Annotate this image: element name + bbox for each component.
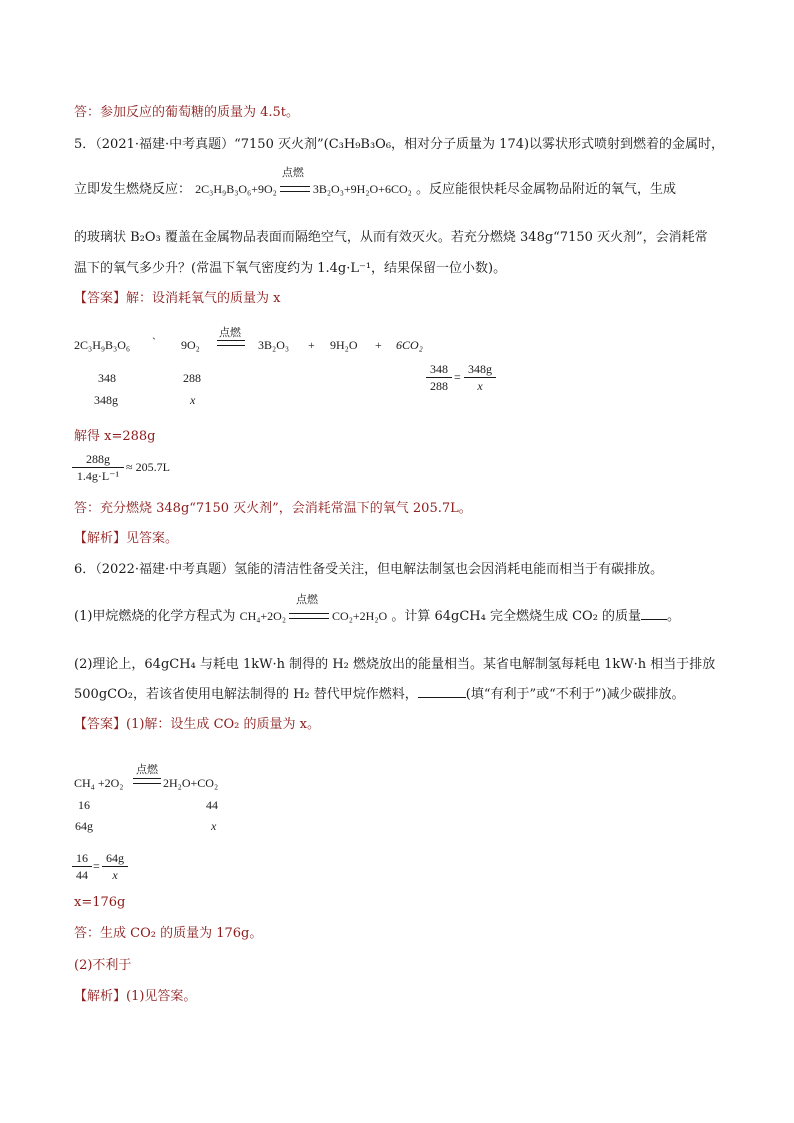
q6-part1-eq-condition: 点燃 [296,594,319,606]
q6-ratio-bottom-left: 44 [76,868,88,882]
q5-final-answer: 答：充分燃烧 348g“7150 灭火剂”，会消耗常温下的氧气 205.7L。 [74,501,472,516]
q6-mr1: 16 [78,798,90,812]
q6-analysis-tag: 【解析】 [74,989,127,1004]
q5-eq-product3: 6CO₂ [396,338,423,352]
q6-ratio-top-right: 64g [102,850,128,867]
q6-eq-left: CH₄ +2O₂ [74,776,124,790]
q5-stem-eq-left: 2C₃H₉B₃O₆+9O₂ [195,182,277,196]
q5-ratio-top-right: 348g [464,361,496,378]
q5-solve: 解得 x=288g [74,429,156,444]
q6-analysis-text: (1)见答案。 [126,989,197,1004]
q6-part1-b: 。计算 64gCH₄ 完全燃烧生成 CO₂ 的质量 [391,609,642,624]
q5-eq-reactant2: 9O₂ [181,338,200,352]
q6-part1-eq-right: CO₂+2H₂O [332,609,388,623]
q5-mass2: x [190,393,196,407]
q6-part1-blank[interactable] [641,619,667,620]
q6-part2-line2-a: 500gCO₂，若该省使用电解法制得的 H₂ 替代甲烷作燃料， [74,687,418,702]
q5-mass1: 348g [94,393,118,407]
q6-final-answer: 答：生成 CO₂ 的质量为 176g。 [74,926,263,941]
q6-mr2: 44 [206,798,218,812]
q5-eq-condition: 点燃 [219,326,241,339]
q5-ratio-bottom-left: 288 [430,379,448,393]
q6-part2-blank[interactable] [418,697,466,698]
q5-stem-eq-condition: 点燃 [281,167,304,179]
q5-ratio-left [426,361,452,394]
q5-stem-eq-arrow [280,167,310,193]
q6-eq-right: 2H₂O+CO₂ [163,776,219,790]
q6-solve: x=176g [74,895,126,910]
q5-eq-tick: ` [152,335,156,349]
q5-stem-line2-a: 立即发生燃烧反应： [74,182,192,197]
q5-eq-plus1: + [308,338,315,352]
q6-eq-condition: 点燃 [136,763,158,776]
q5-stem-line2-b: 。反应能很快耗尽金属物品附近的氧气，生成 [415,182,676,197]
q6-mass1: 64g [75,819,93,833]
q6-part1-eq-arrow [289,594,329,620]
q5-stem-line2 [74,167,676,199]
q6-eq-double-line [133,778,161,784]
q6-part1-eq-left: CH₄+2O₂ [239,609,287,623]
q6-part1-a: (1)甲烷燃烧的化学方程式为 [74,609,236,624]
q6-part1-eq-double-line [289,613,329,619]
q6-stem: 6．（2022·福建·中考真题）氢能的清洁性备受关注，但电解法制氢也会因消耗电能而相当于有碳排放。 [74,562,664,577]
q5-answer-line [74,290,280,308]
q6-part1-c: 。 [667,609,681,624]
q5-stem-line3: 的玻璃状 B₂O₃ 覆盖在金属物品表面而隔绝空气，从而有效灭火。若充分燃烧 348g“7150 灭火剂”，会消耗常 [74,230,708,245]
q5-ratio-bottom-right: x [477,379,483,393]
q6-part1-equation [239,594,388,625]
q5-stem-equation [195,167,412,198]
q5-volume-bottom: 1.4g·L⁻¹ [76,469,120,483]
q5-ratio-equals: = [454,370,461,384]
q5-stem-line1: 5．（2021·福建·中考真题）“7150 灭火剂”(C₃H₉B₃O₆，相对分子质量为 174)以雾状形式喷射到燃着的金属时， [74,137,725,152]
q5-analysis-text: 见答案。 [126,531,179,546]
q5-volume-top: 288g [72,451,124,468]
q6-part2-line1: (2)理论上，64gCH₄ 与耗电 1kW·h 制得的 H₂ 燃烧放出的能量相当。某省电解制氢每耗电 1kW·h 相当于排放 [74,657,716,672]
q5-analysis-line [74,530,178,548]
q5-volume-fraction [72,451,124,484]
q6-ratio-left [72,850,92,883]
q4-final-answer: 答：参加反应的葡萄糖的质量为 4.5t。 [74,105,300,120]
q5-stem-eq-double-line [280,186,310,192]
q6-ratio-equals: = [93,859,100,873]
q5-stem-line4: 温下的氧气多少升？(常温下氧气密度约为 1.4g·L⁻¹，结果保留一位小数)。 [74,261,507,276]
q5-mr1: 348 [98,371,116,385]
q6-ratio-right [102,850,128,883]
q5-volume-result: ≈ 205.7L [126,460,170,474]
q6-mass2: x [211,819,217,833]
q5-eq-plus2: + [375,338,382,352]
q6-part2-line2-b: (填“有利于”或“不利于”)减少碳排放。 [465,687,685,702]
q5-answer-tag: 【答案】 [74,291,127,306]
q6-analysis-line [74,988,196,1006]
q5-ratio-top-left: 348 [426,361,452,378]
q5-eq-reactant1: 2C₃H₉B₃O₆ [74,338,131,352]
q5-analysis-tag: 【解析】 [74,531,127,546]
q5-eq-product2: 9H₂O [330,338,358,352]
q5-ratio-right [464,361,496,394]
q6-ratio-top-left: 16 [72,850,92,867]
q6-part2-line2 [74,686,685,704]
q5-answer-intro: 解：设消耗氧气的质量为 x [126,291,281,306]
q5-stem-eq-right: 3B₂O₃+9H₂O+6CO₂ [312,182,412,196]
q5-eq-product1: 3B₂O₃ [258,338,290,352]
q6-part2-answer: (2)不利于 [74,958,132,973]
q5-eq-double-line [217,340,245,346]
q6-part1 [74,594,681,626]
q6-answer-tag: 【答案】 [74,717,127,732]
q6-answer-line [74,716,320,734]
q6-answer-intro: (1)解：设生成 CO₂ 的质量为 x。 [126,717,320,732]
q5-mr2: 288 [183,371,201,385]
q6-ratio-bottom-right: x [112,868,118,882]
